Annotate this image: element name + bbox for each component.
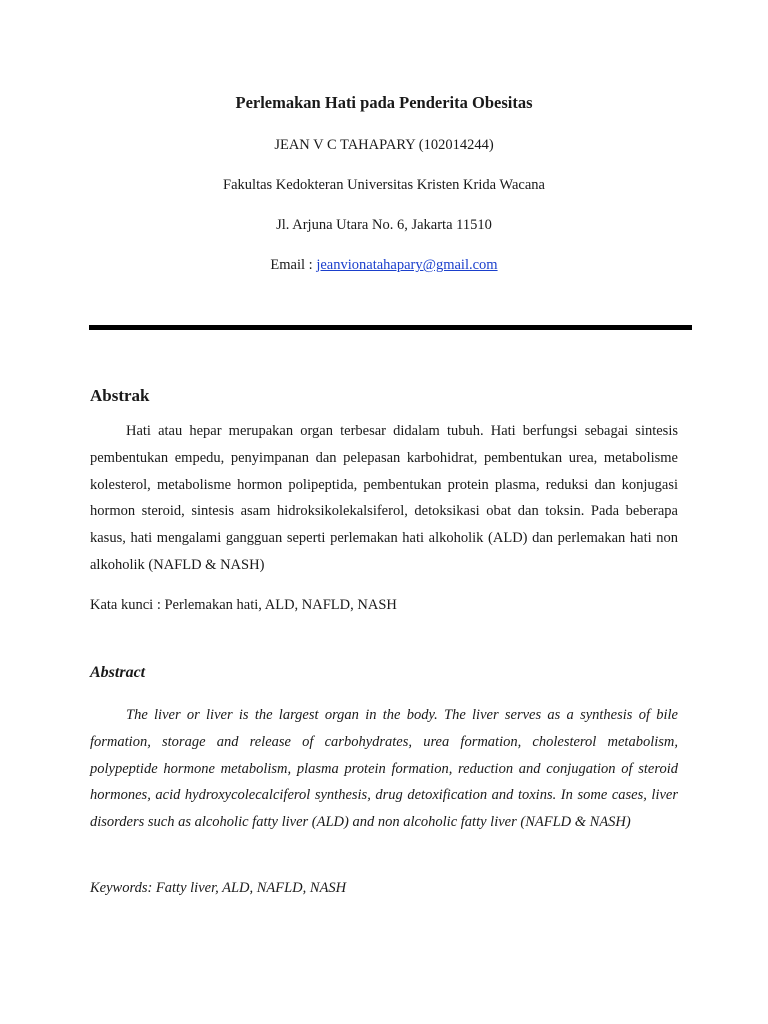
email-line [0,257,768,274]
abstract-heading: Abstract [90,664,146,681]
abstract-body: The liver or liver is the largest organ in the body. The liver serves as a synthesis of bile formation, storage and release of carbohydrates, urea formation, cholesterol metabolism, polypeptide hormone metabolism, plasma protein formation, reduction and conjugation of steroid hormones, acid hydroxycolecalciferol synthesis, drug detoxification and toxins. In some cases, liver disorders such as alcoholic fatty liver (ALD) and non alcoholic fatty liver (NAFLD & NASH) [90,707,678,831]
author-line: JEAN V C TAHAPARY (102014244) [274,137,494,153]
address-line: Jl. Arjuna Utara No. 6, Jakarta 11510 [276,217,492,233]
header-divider [89,325,692,330]
abstract-keywords: Keywords: Fatty liver, ALD, NAFLD, NASH [90,880,347,896]
abstrak-heading: Abstrak [90,386,150,405]
affiliation-line: Fakultas Kedokteran Universitas Kristen Krida Wacana [223,177,545,193]
email-link[interactable]: jeanvionatahapary@gmail.com [316,257,498,273]
abstrak-body: Hati atau hepar merupakan organ terbesar didalam tubuh. Hati berfungsi sebagai sintesis pembentukan empedu, penyimpanan dan pelepasan karbohidrat, pembentukan urea, metabolisme kolesterol, metabolisme hormon polipeptida, pembentukan protein plasma, reduksi dan konjugasi hormon steroid, sintesis asam hidroksikolekalsiferol, detoksikasi obat dan toksin. Pada beberapa kasus, hati mengalami gangguan seperti perlemakan hati alkoholik (ALD) dan perlemakan hati non alkoholik (NAFLD & NASH) [90,423,678,573]
abstrak-keywords: Kata kunci : Perlemakan hati, ALD, NAFLD, NASH [90,597,397,613]
email-label: Email : [270,257,317,273]
paper-title: Perlemakan Hati pada Penderita Obesitas [235,93,533,112]
